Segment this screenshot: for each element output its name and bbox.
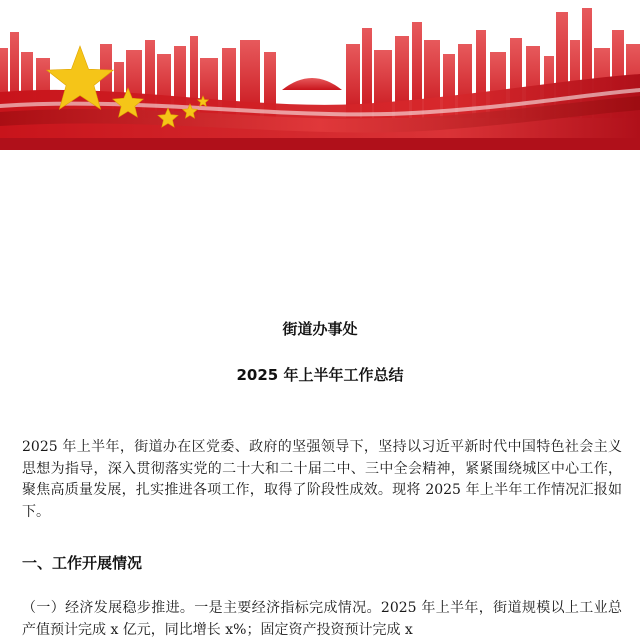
section-heading: 一、工作开展情况 xyxy=(22,554,143,572)
report-title: 2025 年上半年工作总结 xyxy=(236,366,404,384)
banner-base xyxy=(0,138,640,150)
org-title: 街道办事处 xyxy=(282,320,358,338)
intro-paragraph: 2025 年上半年，街道办在区党委、政府的坚强领导下，坚持以习近平新时代中国特色社会主义思想为指导，深入贯彻落实党的二十大和二十届二中、三中全会精神，紧紧围绕城区中心工作，聚焦高质量发展，扎实推进各项工作，取得了阶段性成效。现将 2025 年上半年工作情况汇报如下。 xyxy=(22,439,622,520)
section-paragraph: （一）经济发展稳步推进。一是主要经济指标完成情况。2025 年上半年，街道规模以上工业总产值预计完成 x 亿元，同比增长 x%；固定资产投资预计完成 x xyxy=(22,600,622,638)
header-banner xyxy=(0,0,640,150)
